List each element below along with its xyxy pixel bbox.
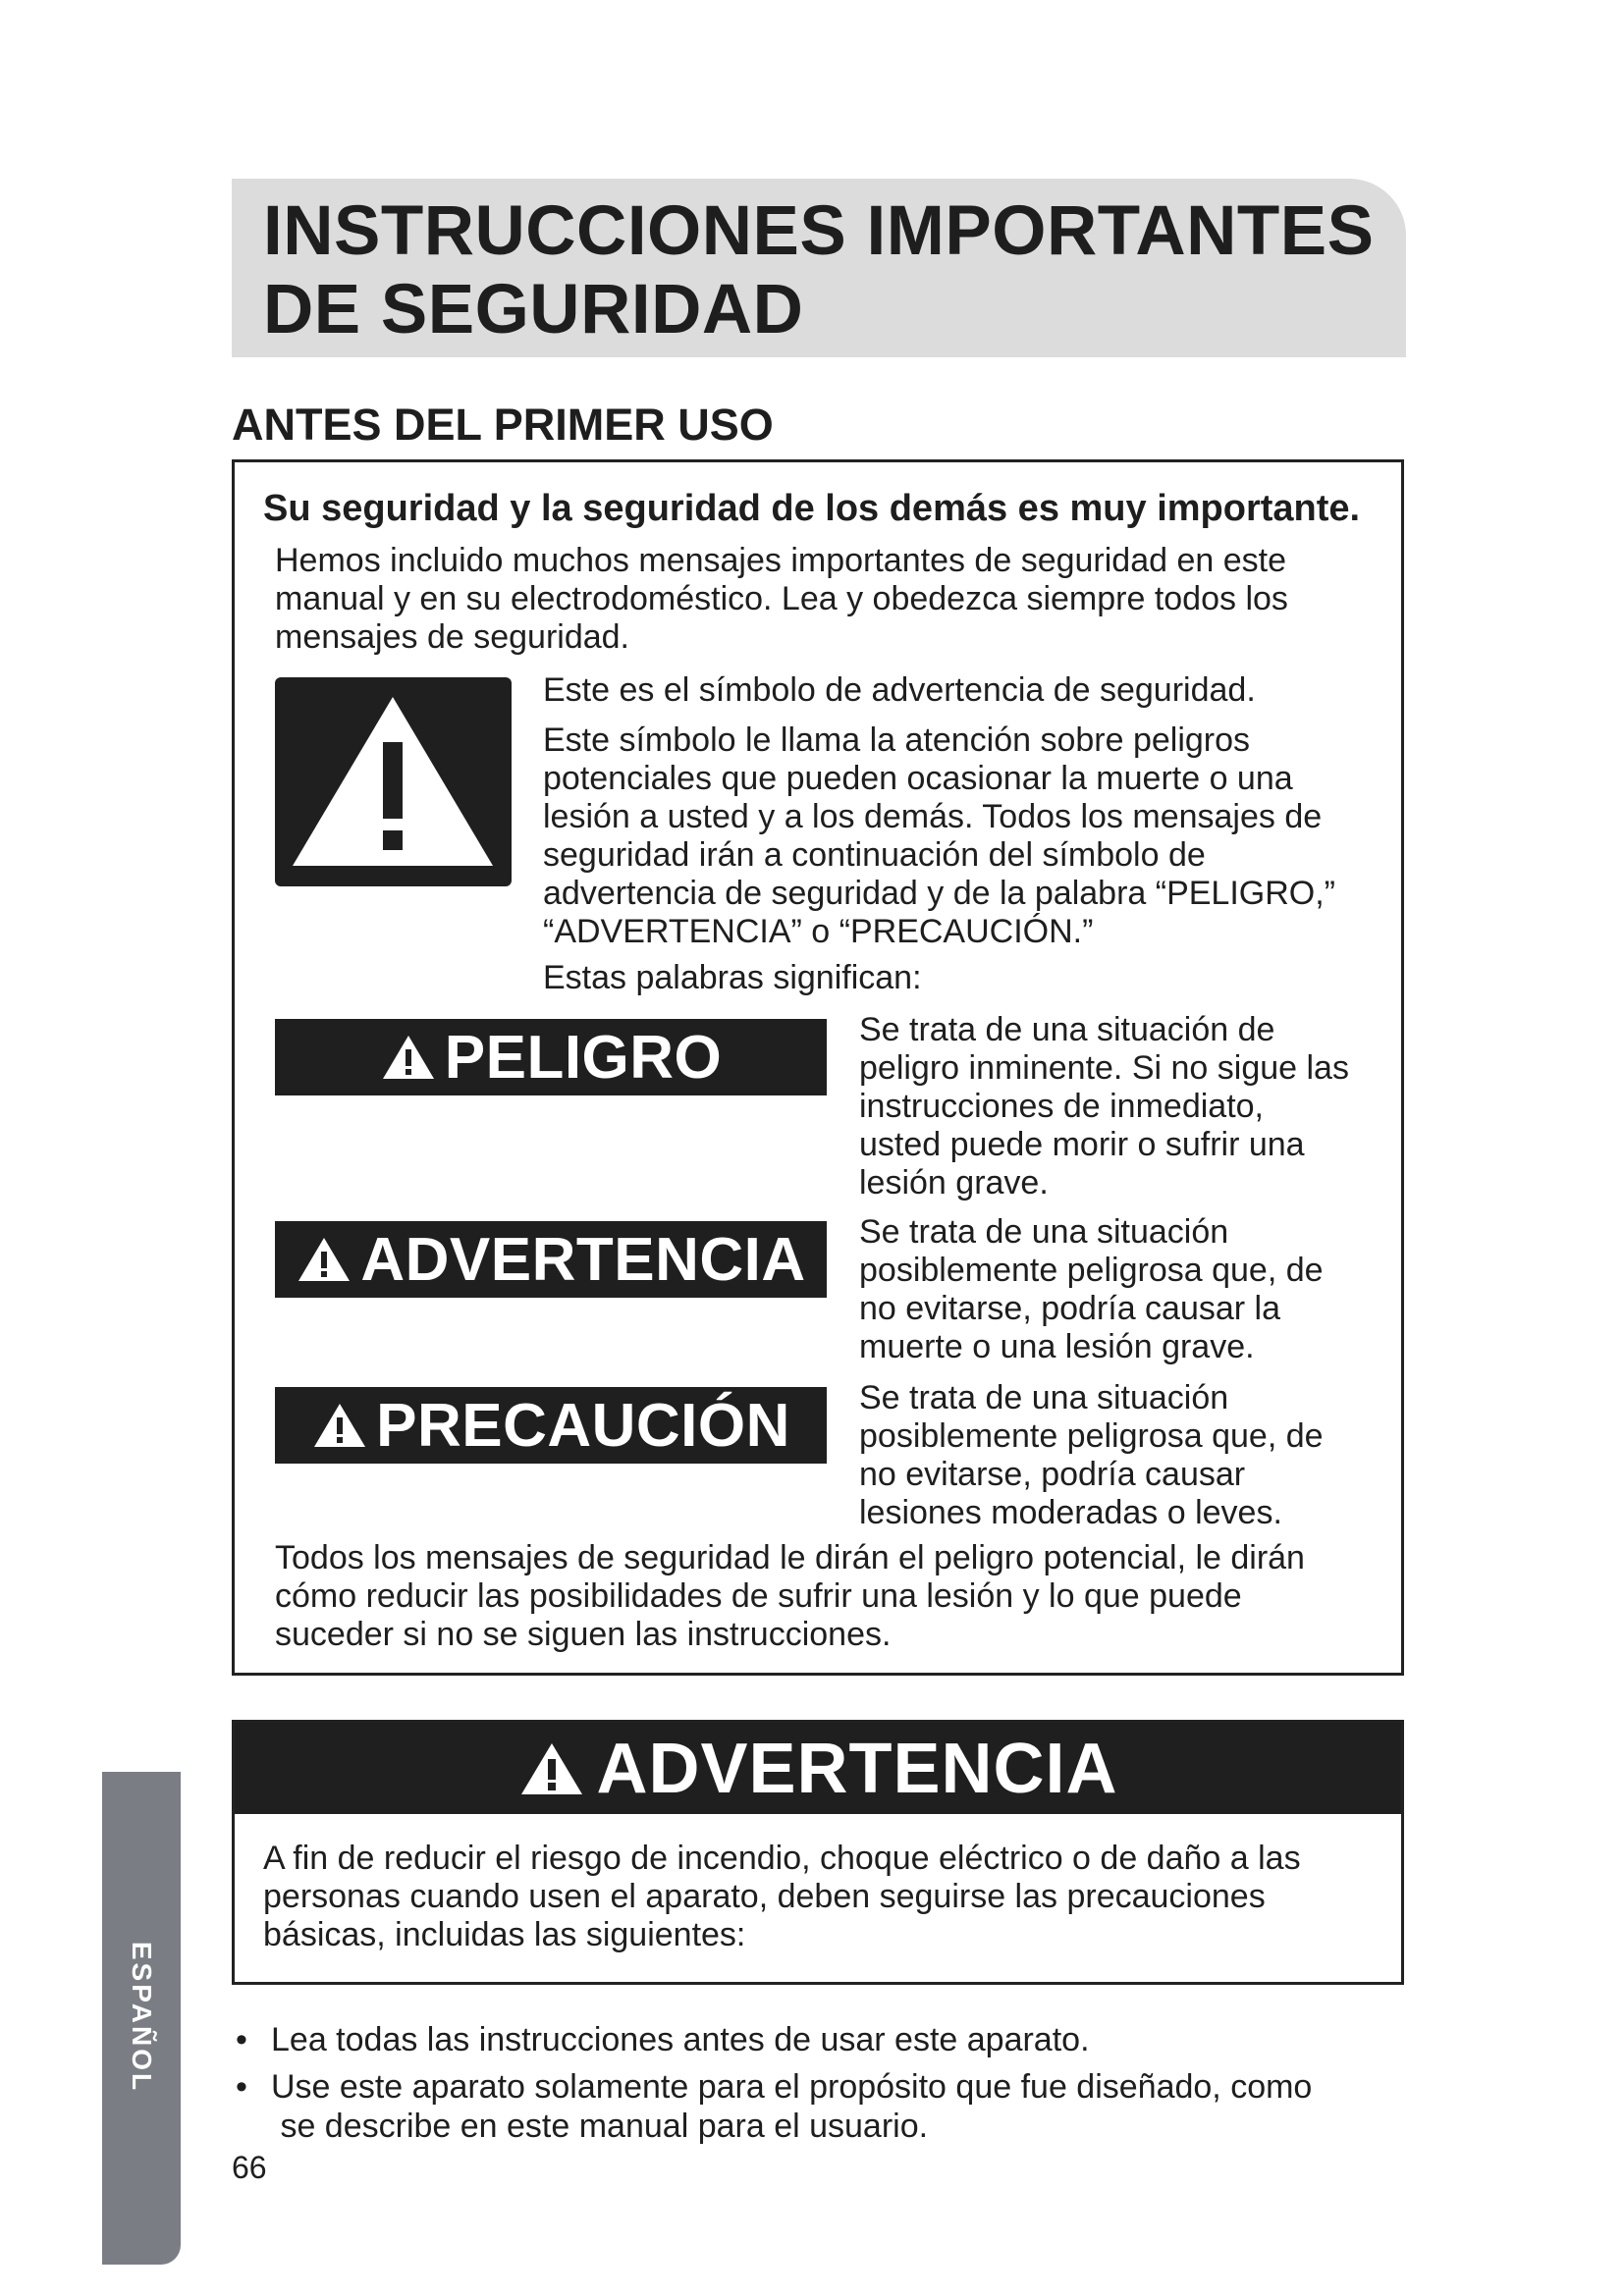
- list-item-line: Lea todas las instrucciones antes de usar este aparato.: [271, 2021, 1090, 2058]
- warning-box-title: ADVERTENCIA: [596, 1729, 1118, 1808]
- signal-description-line: lesión grave.: [859, 1164, 1049, 1201]
- symbol-explanation-line: potenciales que pueden ocasionar la muerte o una: [543, 760, 1293, 797]
- signal-word-label: PELIGRO: [444, 1023, 723, 1092]
- precaution-list: [232, 2020, 1312, 2154]
- page-number: 66: [232, 2150, 267, 2185]
- signal-description-line: Se trata de una situación: [859, 1213, 1229, 1251]
- warning-triangle-icon: [517, 1739, 586, 1798]
- safety-closing-line: suceder si no se siguen las instrucciones.: [275, 1616, 892, 1653]
- signal-word-label: PRECAUCIÓN: [376, 1391, 790, 1460]
- signal-description-line: posiblemente peligrosa que, de: [859, 1417, 1324, 1455]
- safety-intro: [275, 542, 1288, 657]
- symbol-explanation: [543, 721, 1335, 951]
- page-title-line-1: INSTRUCCIONES IMPORTANTES: [263, 192, 1375, 270]
- signal-description-line: usted puede morir o sufrir una: [859, 1126, 1305, 1163]
- signal-description-line: muerte o una lesión grave.: [859, 1328, 1255, 1365]
- warning-body-line: básicas, incluidas las siguientes:: [263, 1916, 746, 1953]
- list-item: [232, 2067, 1312, 2146]
- signal-description-line: no evitarse, podría causar: [859, 1456, 1246, 1493]
- warning-body-line: A fin de reducir el riesgo de incendio, choque eléctrico o de daño a las: [263, 1840, 1301, 1877]
- warning-triangle-icon: [311, 1401, 368, 1450]
- signal-word-precaucion: [275, 1387, 827, 1464]
- safety-closing-line: Todos los mensajes de seguridad le dirán el peligro potencial, le dirán: [275, 1539, 1305, 1576]
- symbol-title: Este es el símbolo de advertencia de seguridad.: [543, 671, 1256, 709]
- warning-triangle-icon: [296, 1235, 352, 1284]
- signal-word-advertencia: [275, 1221, 827, 1298]
- safety-intro-line: Hemos incluido muchos mensajes importantes de seguridad en este: [275, 542, 1286, 579]
- safety-alert-symbol: [275, 677, 512, 886]
- warning-box-body: [263, 1840, 1301, 1954]
- symbol-explanation-line: advertencia de seguridad y de la palabra “PELIGRO,”: [543, 875, 1336, 912]
- warning-body-line: personas cuando usen el aparato, deben seguirse las precauciones: [263, 1878, 1266, 1915]
- page-title: [263, 192, 1374, 349]
- symbol-explanation-line: seguridad irán a continuación del símbolo de: [543, 836, 1206, 874]
- safety-box-heading: Su seguridad y la seguridad de los demás es muy importante.: [263, 488, 1361, 529]
- warning-box-header: [235, 1723, 1401, 1814]
- signal-description-advertencia: [859, 1213, 1389, 1366]
- signal-description-line: no evitarse, podría causar la: [859, 1290, 1281, 1327]
- bullet-icon: •: [236, 2021, 247, 2058]
- safety-closing: [275, 1539, 1305, 1654]
- signal-description-peligro: [859, 1011, 1389, 1202]
- signal-description-line: lesiones moderadas o leves.: [859, 1494, 1282, 1531]
- list-item-line: se describe en este manual para el usuario.: [271, 2108, 929, 2145]
- signal-description-precaucion: [859, 1379, 1389, 1532]
- signal-word-label: ADVERTENCIA: [360, 1225, 806, 1294]
- section-heading: ANTES DEL PRIMER USO: [232, 400, 774, 450]
- safety-closing-line: cómo reducir las posibilidades de sufrir una lesión y lo que puede: [275, 1577, 1242, 1615]
- warning-triangle-icon: [275, 677, 512, 886]
- signal-description-line: posiblemente peligrosa que, de: [859, 1252, 1324, 1289]
- list-item: [232, 2020, 1312, 2059]
- list-item-line: Use este aparato solamente para el propósito que fue diseñado, como: [271, 2068, 1313, 2106]
- signal-description-line: peligro inminente. Si no sigue las: [859, 1049, 1349, 1087]
- symbol-explanation-line: lesión a usted y a los demás. Todos los mensajes de: [543, 798, 1323, 835]
- signal-description-line: Se trata de una situación: [859, 1379, 1229, 1416]
- signal-description-line: Se trata de una situación de: [859, 1011, 1275, 1048]
- bullet-icon: •: [236, 2068, 247, 2106]
- signal-word-peligro: [275, 1019, 827, 1095]
- safety-intro-line: mensajes de seguridad.: [275, 618, 630, 656]
- signal-words-intro: Estas palabras significan:: [543, 959, 922, 996]
- safety-intro-line: manual y en su electrodoméstico. Lea y obedezca siempre todos los: [275, 580, 1288, 617]
- signal-description-line: instrucciones de inmediato,: [859, 1088, 1265, 1125]
- page-title-line-2: DE SEGURIDAD: [263, 271, 804, 348]
- warning-triangle-icon: [380, 1033, 437, 1082]
- symbol-explanation-line: “ADVERTENCIA” o “PRECAUCIÓN.”: [543, 913, 1094, 950]
- symbol-explanation-line: Este símbolo le llama la atención sobre peligros: [543, 721, 1251, 759]
- language-tab-label: ESPAÑOL: [127, 1941, 157, 2094]
